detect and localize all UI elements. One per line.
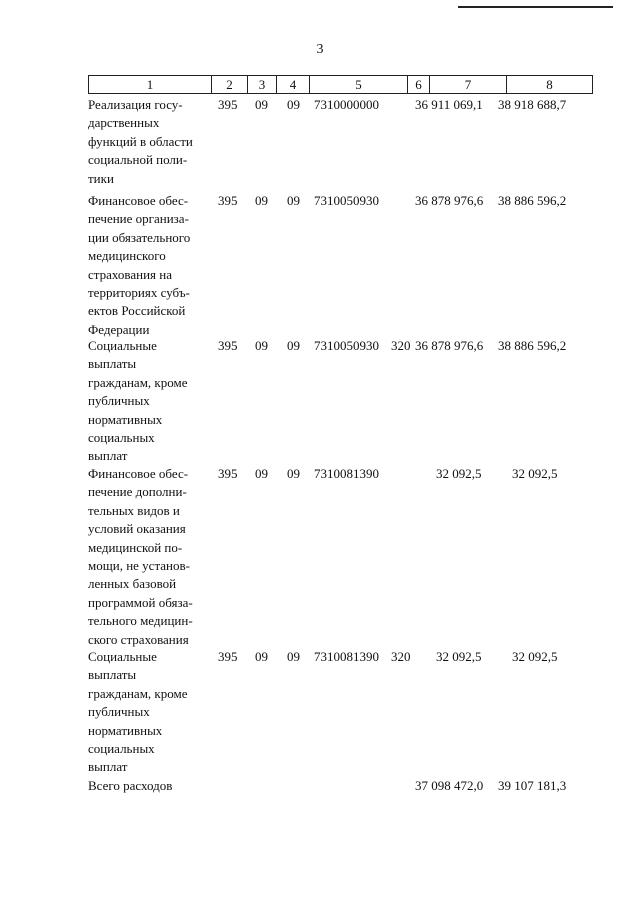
- row-code-5: 7310050930: [314, 338, 379, 353]
- header-col-4: 4: [277, 76, 310, 93]
- row-code-2: 395: [218, 649, 238, 664]
- row-code-4: 09: [287, 649, 300, 664]
- row-code-3: 09: [255, 193, 268, 208]
- page-number: 3: [316, 42, 324, 57]
- header-col-8: 8: [507, 76, 593, 93]
- row-name: Социальные выплаты гражданам, кроме публичных нормативных социальных выплат: [88, 649, 188, 775]
- row-code-5: 7310000000: [314, 97, 379, 112]
- header-col-2: 2: [212, 76, 248, 93]
- row-code-2: 395: [218, 193, 238, 208]
- row-code-4: 09: [287, 338, 300, 353]
- row-code-4: 09: [287, 466, 300, 481]
- header-col-7: 7: [430, 76, 507, 93]
- row-value-8: 32 092,5: [512, 466, 558, 481]
- row-code-2: 395: [218, 97, 238, 112]
- row-value-8: 38 886 596,2: [498, 338, 567, 353]
- row-value-7: 36 911 069,1: [415, 97, 483, 112]
- row-code-5: 7310081390: [314, 466, 379, 481]
- header-col-5: 5: [310, 76, 408, 93]
- table-header: [88, 75, 593, 94]
- row-value-8: 39 107 181,3: [498, 778, 567, 793]
- row-code-3: 09: [255, 466, 268, 481]
- row-name: Финансовое обес- печение дополни- тельных видов и условий оказания медицинской по- мощи, не установ- ленных базовой программой обяза- тельного медицин- ского страхования: [88, 466, 193, 647]
- top-rule: [458, 6, 613, 8]
- row-code-3: 09: [255, 97, 268, 112]
- header-col-1: 1: [89, 76, 212, 93]
- row-value-7: 36 878 976,6: [415, 338, 484, 353]
- row-code-3: 09: [255, 338, 268, 353]
- row-code-3: 09: [255, 649, 268, 664]
- row-code-6: 320: [391, 338, 411, 353]
- row-value-7: 32 092,5: [436, 466, 482, 481]
- row-code-6: 320: [391, 649, 411, 664]
- row-code-2: 395: [218, 466, 238, 481]
- row-code-4: 09: [287, 97, 300, 112]
- row-value-8: 32 092,5: [512, 649, 558, 664]
- row-name: Всего расходов: [88, 778, 173, 793]
- row-value-7: 36 878 976,6: [415, 193, 484, 208]
- row-name: Реализация госу- дарственных функций в области социальной поли- тики: [88, 97, 193, 186]
- row-code-4: 09: [287, 193, 300, 208]
- row-code-5: 7310050930: [314, 193, 379, 208]
- row-code-5: 7310081390: [314, 649, 379, 664]
- row-code-2: 395: [218, 338, 238, 353]
- row-value-7: 37 098 472,0: [415, 778, 484, 793]
- header-col-3: 3: [248, 76, 277, 93]
- row-value-8: 38 886 596,2: [498, 193, 567, 208]
- row-value-7: 32 092,5: [436, 649, 482, 664]
- row-value-8: 38 918 688,7: [498, 97, 567, 112]
- header-col-6: 6: [408, 76, 430, 93]
- row-name: Социальные выплаты гражданам, кроме публичных нормативных социальных выплат: [88, 338, 188, 464]
- row-name: Финансовое обес- печение организа- ции обязательного медицинского страхования на территориях субъ- ектов Российской Федерации: [88, 193, 191, 337]
